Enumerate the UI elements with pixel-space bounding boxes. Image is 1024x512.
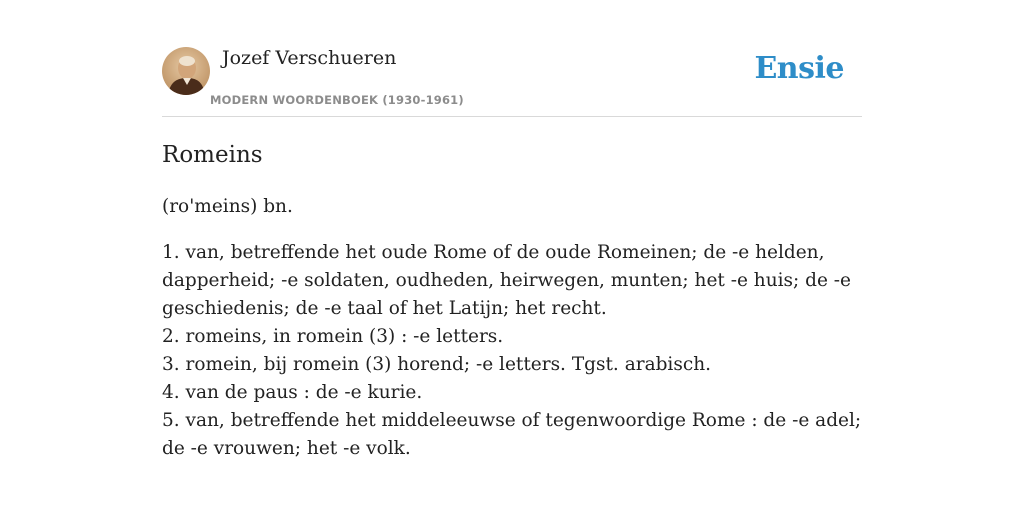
entry-card [162,0,862,512]
ensie-logo[interactable]: Ensie [754,51,844,86]
definition-item: 1. van, betreffende het oude Rome of de oude Romeinen; de -e helden, dapperheid; -e soldaten, oudheden, heirwegen, munten; het -e huis; de -e geschiedenis; de -e taal of het Latijn; het recht. [162,242,852,319]
definition-item: 4. van de paus : de -e kurie. [162,382,423,403]
definition-item: 2. romeins, in romein (3) : -e letters. [162,326,504,347]
definitions [162,239,862,463]
entry-title: Romeins [162,142,263,168]
author-name[interactable]: Jozef Verschueren [222,47,397,69]
source-label[interactable]: MODERN WOORDENBOEK (1930-1961) [210,93,464,107]
author-avatar[interactable] [162,47,210,95]
definition-item: 5. van, betreffende het middeleeuwse of tegenwoordige Rome : de -e adel; de -e vrouwen; het -e volk. [162,410,862,459]
entry-header [162,0,862,117]
definition-item: 3. romein, bij romein (3) horend; -e letters. Tgst. arabisch. [162,354,712,375]
portrait-icon [162,47,210,95]
pronunciation: (ro'meins) bn. [162,196,293,217]
